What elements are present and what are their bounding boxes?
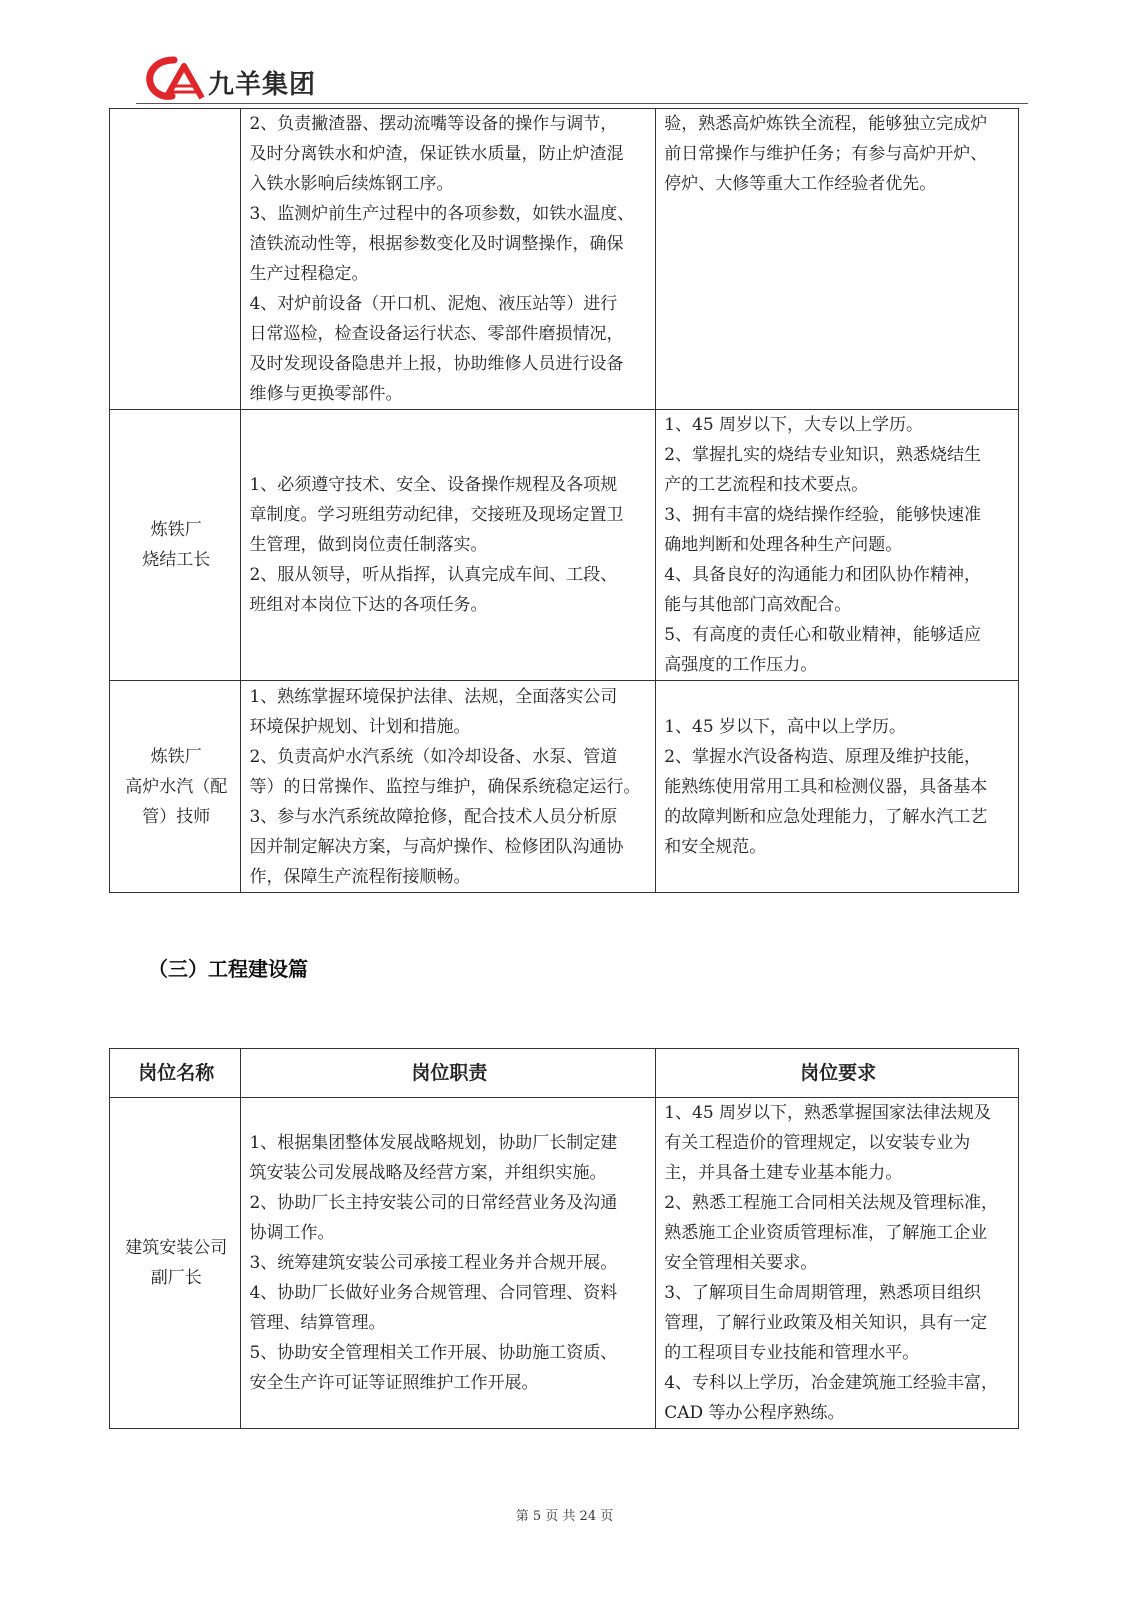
duty-line: 3、监测炉前生产过程中的各项参数，如铁水温度、	[249, 204, 635, 224]
duty-line: 协调工作。	[249, 1223, 335, 1243]
section-title: （三）工程建设篇	[148, 957, 308, 981]
requirement-line: 有关工程造价的管理规定，以安装专业为	[664, 1133, 971, 1153]
position-name-cell	[110, 109, 241, 410]
positions-table-continued	[109, 108, 1019, 893]
requirement-line: 4、具备良好的沟通能力和团队协作精神，	[664, 565, 982, 585]
column-header-duties: 岗位职责	[241, 1049, 656, 1098]
duty-line: 等）的日常操作、监控与维护，确保系统稳定运行。	[249, 776, 641, 797]
requirement-line: 2、熟悉工程施工合同相关法规及管理标准，	[664, 1193, 999, 1213]
duty-line: 筑安装公司发展战略及经营方案，并组织实施。	[249, 1163, 607, 1183]
position-name-line: 炼铁厂	[150, 520, 202, 540]
duty-line: 1、根据集团整体发展战略规划，协助厂长制定建	[249, 1133, 618, 1153]
duty-line: 因并制定解决方案，与高炉操作、检修团队沟通协	[249, 836, 624, 857]
company-name: 九羊集团	[208, 70, 317, 100]
position-name-cell	[110, 1098, 241, 1429]
duty-line: 生产过程稳定。	[249, 264, 369, 284]
requirement-line: 的工程项目专业技能和管理水平。	[664, 1343, 920, 1363]
duties-cell	[241, 410, 656, 681]
table-row	[110, 109, 1019, 410]
requirement-line: 和安全规范。	[664, 836, 767, 857]
duty-line: 生管理，做到岗位责任制落实。	[249, 535, 488, 555]
requirement-line: 前日常操作与维护任务；有参与高炉开炉、	[664, 144, 988, 164]
duty-line: 2、协助厂长主持安装公司的日常经营业务及沟通	[249, 1193, 618, 1213]
duty-line: 章制度。学习班组劳动纪律，交接班及现场定置卫	[249, 505, 624, 525]
requirement-line: 1、45 岁以下，高中以上学历。	[664, 716, 907, 737]
duty-line: 安全生产许可证等证照维护工作开展。	[249, 1373, 539, 1393]
positions-table	[109, 1048, 1019, 1429]
requirements-cell	[656, 109, 1019, 410]
duty-line: 班组对本岗位下达的各项任务。	[249, 595, 488, 615]
requirement-line: 3、拥有丰富的烧结操作经验，能够快速准	[664, 505, 982, 525]
position-name-line: 高炉水汽（配	[125, 776, 228, 797]
duty-line: 作，保障生产流程衔接顺畅。	[249, 866, 471, 887]
column-header-position: 岗位名称	[110, 1049, 241, 1098]
duty-line: 及时发现设备隐患并上报，协助维修人员进行设备	[249, 354, 624, 374]
page-header	[136, 52, 1028, 104]
requirement-line: 2、掌握水汽设备构造、原理及维护技能，	[664, 746, 982, 767]
company-logo-icon	[144, 56, 208, 102]
requirements-cell	[656, 681, 1019, 893]
duty-line: 渣铁流动性等，根据参数变化及时调整操作，确保	[249, 234, 624, 254]
requirement-line: 熟悉施工企业资质管理标准，了解施工企业	[664, 1223, 988, 1243]
requirement-line: 3、了解项目生命周期管理，熟悉项目组织	[664, 1283, 982, 1303]
requirement-line: 1、45 周岁以下，大专以上学历。	[664, 415, 924, 435]
duty-line: 1、熟练掌握环境保护法律、法规，全面落实公司	[249, 686, 618, 707]
duties-cell	[241, 681, 656, 893]
requirements-cell	[656, 410, 1019, 681]
requirement-line: 5、有高度的责任心和敬业精神，能够适应	[664, 625, 982, 645]
position-name-line: 烧结工长	[142, 550, 211, 570]
requirement-line: 2、掌握扎实的烧结专业知识，熟悉烧结生	[664, 445, 982, 465]
duty-line: 3、参与水汽系统故障抢修，配合技术人员分析原	[249, 806, 618, 827]
duty-line: 4、协助厂长做好业务合规管理、合同管理、资料	[249, 1283, 618, 1303]
duty-line: 5、协助安全管理相关工作开展、协助施工资质、	[249, 1343, 618, 1363]
position-name-line: 炼铁厂	[150, 746, 202, 767]
duty-line: 1、必须遵守技术、安全、设备操作规程及各项规	[249, 475, 618, 495]
duty-line: 2、负责高炉水汽系统（如冷却设备、水泵、管道	[249, 746, 618, 767]
duty-line: 管理、结算管理。	[249, 1313, 386, 1333]
duty-line: 3、统筹建筑安装公司承接工程业务并合规开展。	[249, 1253, 618, 1273]
table-row	[110, 1098, 1019, 1429]
header-divider	[136, 103, 1028, 104]
table-row	[110, 410, 1019, 681]
duty-line: 4、对炉前设备（开口机、泥炮、液压站等）进行	[249, 294, 618, 314]
requirement-line: 验，熟悉高炉炼铁全流程，能够独立完成炉	[664, 114, 988, 134]
page-number: 第 5 页 共 24 页	[515, 1509, 614, 1524]
table-row	[110, 681, 1019, 893]
duties-cell	[241, 109, 656, 410]
requirement-line: 1、45 周岁以下，熟悉掌握国家法律法规及	[664, 1103, 992, 1123]
duties-cell	[241, 1098, 656, 1429]
requirement-line: 管理，了解行业政策及相关知识，具有一定	[664, 1313, 988, 1333]
column-header-requirements: 岗位要求	[656, 1049, 1019, 1098]
position-name-cell	[110, 410, 241, 681]
duty-line: 日常巡检，检查设备运行状态、零部件磨损情况，	[249, 324, 624, 344]
duty-line: 入铁水影响后续炼钢工序。	[249, 174, 454, 194]
position-name-line: 副厂长	[150, 1268, 202, 1288]
position-name-cell	[110, 681, 241, 893]
duty-line: 环境保护规划、计划和措施。	[249, 716, 471, 737]
requirement-line: 4、专科以上学历，冶金建筑施工经验丰富，	[664, 1373, 999, 1393]
requirement-line: 高强度的工作压力。	[664, 655, 818, 675]
requirements-cell	[656, 1098, 1019, 1429]
duty-line: 及时分离铁水和炉渣，保证铁水质量，防止炉渣混	[249, 144, 624, 164]
requirement-line: 能熟练使用常用工具和检测仪器，具备基本	[664, 776, 988, 797]
table-header-row	[110, 1049, 1019, 1098]
duty-line: 2、服从领导，听从指挥，认真完成车间、工段、	[249, 565, 618, 585]
duty-line: 维修与更换零部件。	[249, 384, 403, 404]
position-name-line: 管）技师	[142, 806, 211, 827]
requirement-line: 主，并具备土建专业基本能力。	[664, 1163, 903, 1183]
requirement-line: CAD 等办公程序熟练。	[664, 1403, 845, 1423]
requirement-line: 停炉、大修等重大工作经验者优先。	[664, 174, 937, 194]
duty-line: 2、负责撇渣器、摆动流嘴等设备的操作与调节，	[249, 114, 618, 134]
requirement-line: 确地判断和处理各种生产问题。	[664, 535, 903, 555]
requirement-line: 产的工艺流程和技术要点。	[664, 475, 869, 495]
requirement-line: 的故障判断和应急处理能力，了解水汽工艺	[664, 806, 988, 827]
position-name-line: 建筑安装公司	[125, 1238, 228, 1258]
requirement-line: 安全管理相关要求。	[664, 1253, 818, 1273]
requirement-line: 能与其他部门高效配合。	[664, 595, 852, 615]
